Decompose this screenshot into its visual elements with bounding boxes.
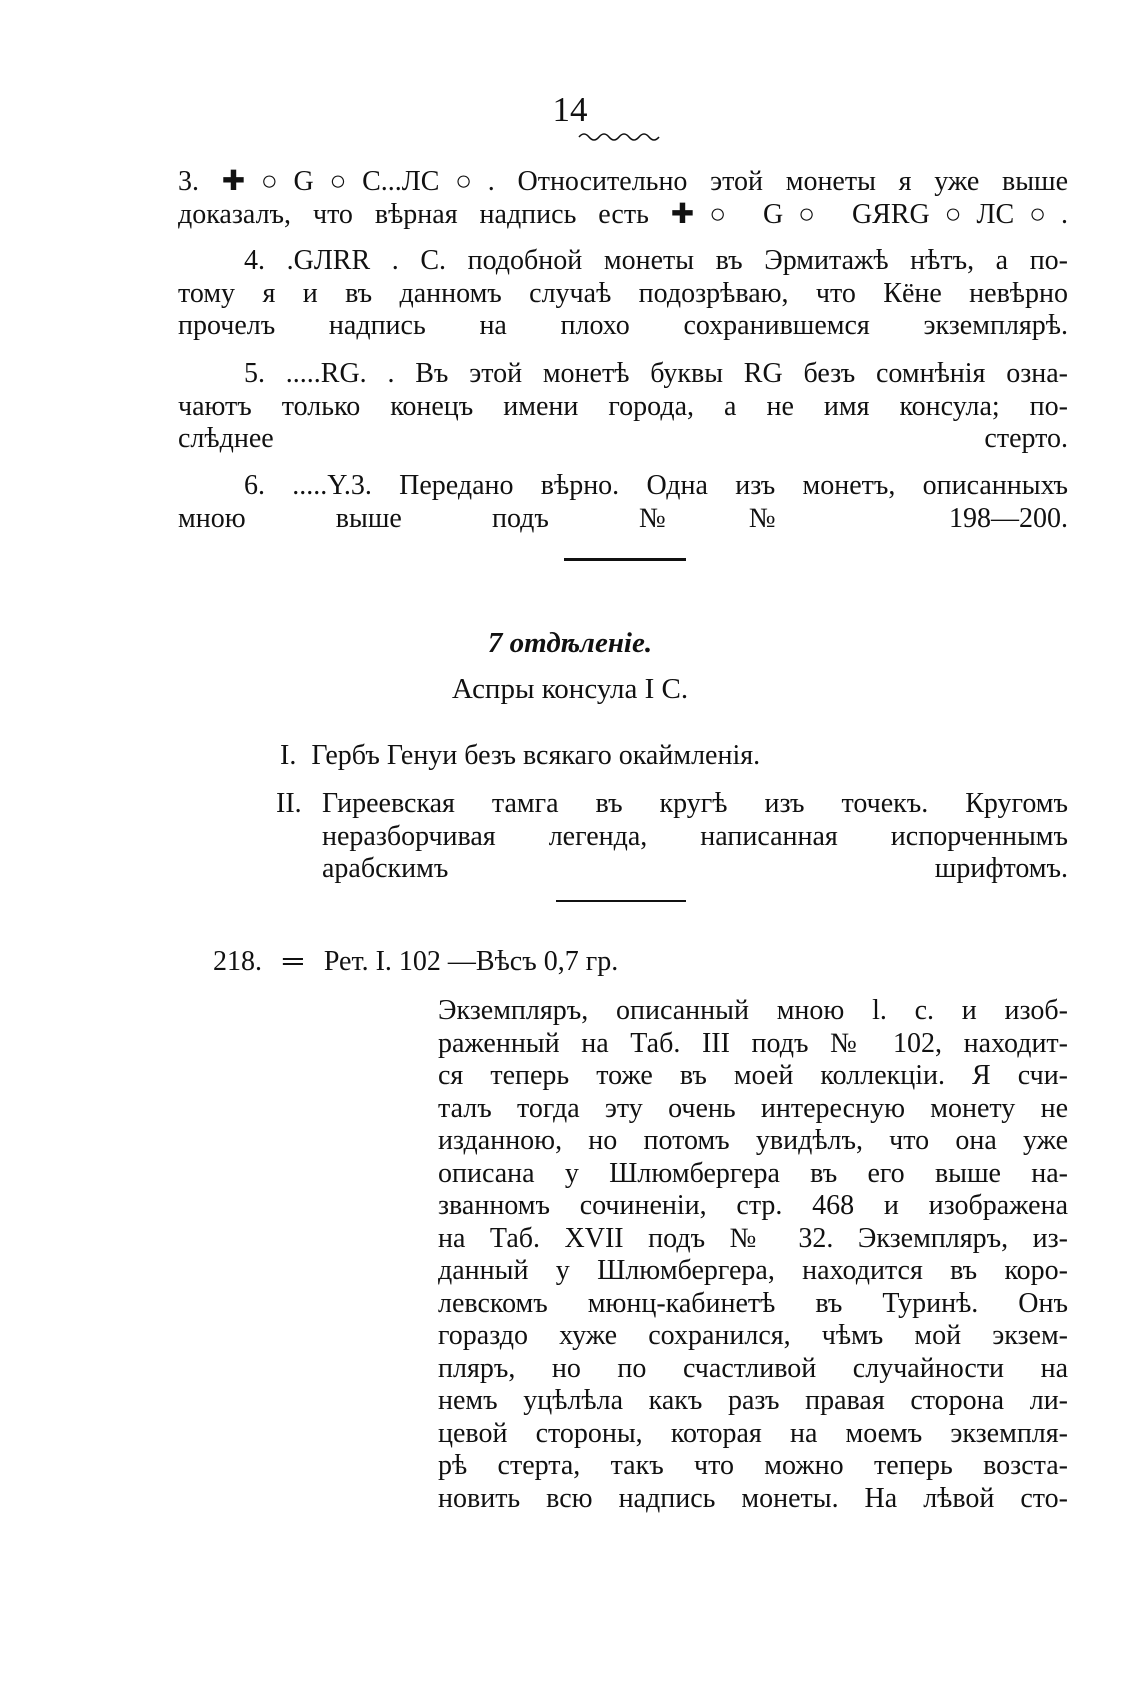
section-heading: 7 отдѣленіе. [487, 627, 653, 659]
wavy-underline [578, 130, 660, 144]
entry-5-line-3: слѣднее стерто. [178, 423, 1068, 454]
record-number: 218. [213, 946, 262, 977]
record-reference: Рет. I. 102 —Вѣсъ 0,7 гр. [323, 946, 619, 977]
entry-5-line-2: чаютъ только конецъ имени города, а не имя консула; по- [178, 390, 1068, 422]
record-line: званномъ сочиненіи, стр. 468 и изображена [438, 1190, 1068, 1221]
item-1-marker: I. [280, 740, 297, 771]
description-item-2 [322, 788, 1068, 886]
record-description [438, 995, 1068, 1515]
record-line: цевой стороны, которая на моемъ экземпля- [438, 1417, 1068, 1449]
item-1-text: Гербъ Генуи безъ всякаго окаймленія. [311, 740, 761, 771]
record-line: Экземпляръ, описанный мною l. c. и изоб- [438, 995, 1068, 1026]
entry-4-line-1: 4. .GЛRR . C. подобной монеты въ Эрмитажѣ нѣтъ, а по- [244, 245, 1068, 276]
record-line: пляръ, но по счастливой случайности на [438, 1352, 1068, 1384]
entry-4 [178, 245, 1068, 343]
record-line: гораздо хуже сохранился, чѣмъ мой экзем- [438, 1320, 1068, 1351]
item-2-line-1: Гиреевская тамга въ кругѣ изъ точекъ. Кругомъ [322, 788, 1068, 819]
entry-3-line-2: доказалъ, что вѣрная надпись есть ✚○ G○ GЯRG○ЛC○. [178, 198, 1069, 230]
item-2-line-2: неразборчивая легенда, написанная испорченнымъ [322, 820, 1068, 852]
record-line: на Таб. XVII подъ № 32. Экземпляръ, из- [438, 1222, 1068, 1254]
entry-5 [178, 358, 1068, 456]
page-number: 14 [552, 90, 588, 129]
item-divider [556, 900, 686, 902]
entry-5-line-1: 5. .....RG. . Въ этой монетѣ буквы RG безъ сомнѣнія озна- [244, 358, 1068, 389]
entry-6-line-2: мною выше подъ №№ 198—200. [178, 502, 1068, 534]
entry-4-line-3: прочелъ надпись на плохо сохранившемся экземплярѣ. [178, 310, 1068, 341]
entry-6 [178, 470, 1068, 535]
record-line: рѣ стерта, такъ что можно теперь возста- [438, 1450, 1068, 1481]
section-divider [564, 558, 686, 561]
record-dash: ═ [283, 946, 303, 977]
section-subheading: Аспры консула I C. [451, 673, 689, 705]
entry-3-line-1: 3. ✚○G○C...ЛC○. Относительно этой монеты я уже выше [178, 166, 1068, 197]
entry-3 [178, 166, 1068, 231]
record-line: описана у Шлюмбергера въ его выше на- [438, 1157, 1068, 1189]
record-line: талъ тогда эту очень интересную монету не [438, 1092, 1068, 1124]
item-2-marker: II. [276, 788, 302, 819]
description-item-1 [280, 740, 760, 773]
record-line: изданною, но потомъ увидѣлъ, что она уже [438, 1125, 1068, 1156]
record-line: левскомъ мюнц-кабинетѣ въ Туринѣ. Онъ [438, 1287, 1068, 1319]
record-line: новить всю надпись монеты. На лѣвой сто- [438, 1482, 1068, 1514]
record-line: данный у Шлюмбергера, находится въ коро- [438, 1255, 1068, 1286]
record-line: ся теперь тоже въ моей коллекціи. Я счи- [438, 1060, 1068, 1091]
item-2-line-3: арабскимъ шрифтомъ. [322, 853, 1068, 884]
record-line: раженный на Таб. III подъ № 102, находит- [438, 1027, 1068, 1059]
entry-4-line-2: тому я и въ данномъ случаѣ подозрѣваю, что Кёне невѣрно [178, 277, 1068, 309]
record-header [213, 945, 618, 979]
entry-6-line-1: 6. .....Y.3. Передано вѣрно. Одна изъ монетъ, описанныхъ [244, 470, 1068, 501]
record-line: немъ уцѣлѣла какъ разъ правая сторона ли- [438, 1385, 1068, 1416]
